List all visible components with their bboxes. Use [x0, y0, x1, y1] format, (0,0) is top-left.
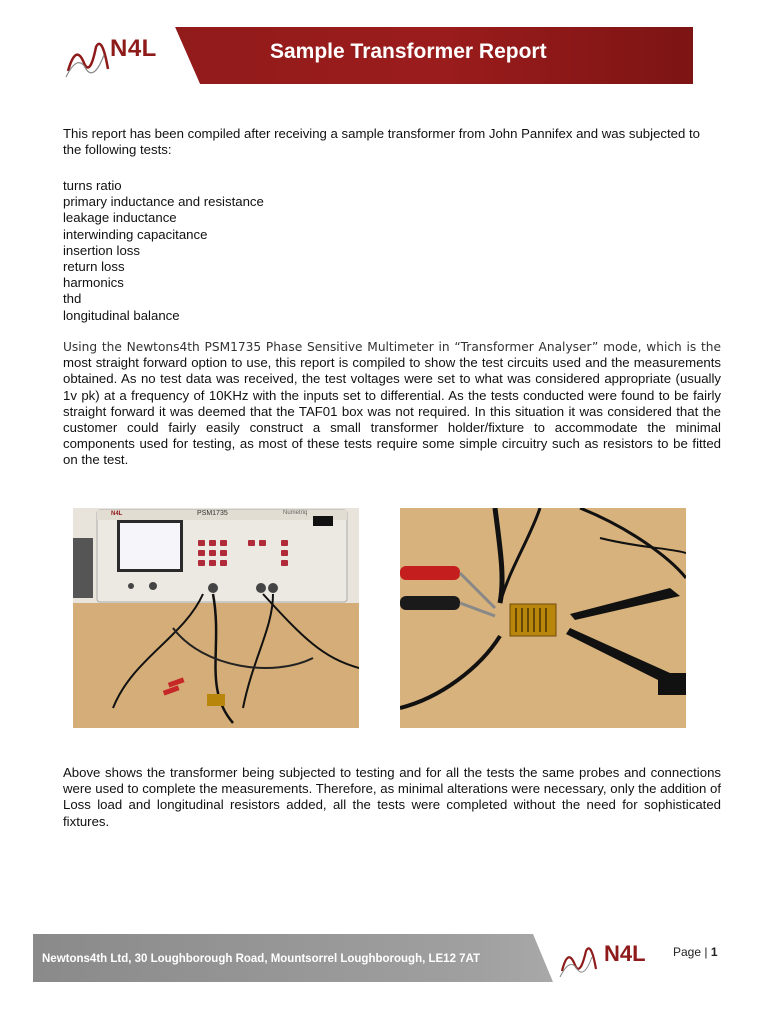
instrument-maker-label: Numetriq [283, 510, 308, 516]
instrument-photo [73, 508, 359, 728]
method-paragraph [63, 339, 721, 469]
page-separator: | [704, 945, 708, 959]
list-item: leakage inductance [63, 210, 177, 226]
list-item: return loss [63, 259, 125, 275]
list-item: primary inductance and resistance [63, 194, 264, 210]
page-title: Sample Transformer Report [270, 40, 547, 63]
list-item: longitudinal balance [63, 307, 180, 323]
transformer-closeup-image [400, 508, 686, 728]
instrument-brand-label: N4L [111, 511, 123, 517]
list-item: harmonics [63, 275, 124, 291]
list-item: thd [63, 291, 82, 307]
n4l-footer-logo-icon [558, 939, 606, 979]
list-item: interwinding capacitance [63, 226, 208, 242]
footer-logo-area [558, 934, 668, 982]
header-logo-text: N4L [110, 35, 157, 62]
summary-paragraph: Above shows the transformer being subjected to testing and for all the tests the same probes and connections were used to complete the measurements. Therefore, as minimal alterations were necessary, only the addition of Loss load and longitudinal resistors added, all the tests were completed without the need for sophisticated fixtures. [63, 765, 721, 829]
footer-logo-text: N4L [604, 941, 646, 966]
instrument-model-label: PSM1735 [197, 510, 228, 517]
list-item: insertion loss [63, 242, 140, 258]
footer-banner [33, 934, 668, 982]
test-list [63, 178, 721, 324]
page-number-value: 1 [710, 945, 718, 959]
method-paragraph-first-line: Using the Newtons4th PSM1735 Phase Sensitive Multimeter in “Transformer Analyser” mode, which is the [63, 340, 721, 354]
footer-address: Newtons4th Ltd, 30 Loughborough Road, Mountsorrel Loughborough, LE12 7AT [42, 953, 481, 965]
list-item: turns ratio [63, 178, 122, 193]
instrument-photo-image [73, 508, 359, 728]
page-number [673, 945, 718, 959]
method-paragraph-body: most straight forward option to use, this report is compiled to show the test circuits used and the measurements obtained. As no test data was received, the test voltages were set to what was considered appropriate (usually 1v pk) at a frequency of 10KHz with the inputs set to differential. As the tests conducted were found to be fairly straight forward it was deemed that the TAF01 box was not required. In this situation it was considered that the customer could fairly easily construct a small transformer holder/fixture to accommodate the minimal components used for testing, as most of these tests require some simple circuitry such as resistors to be fitted on the test. [63, 355, 721, 468]
transformer-closeup-photo [400, 508, 686, 728]
header-banner [60, 27, 693, 84]
page-label: Page [673, 945, 702, 959]
intro-paragraph: This report has been compiled after receiving a sample transformer from John Pannifex and was subjected to the following tests: [63, 126, 700, 158]
